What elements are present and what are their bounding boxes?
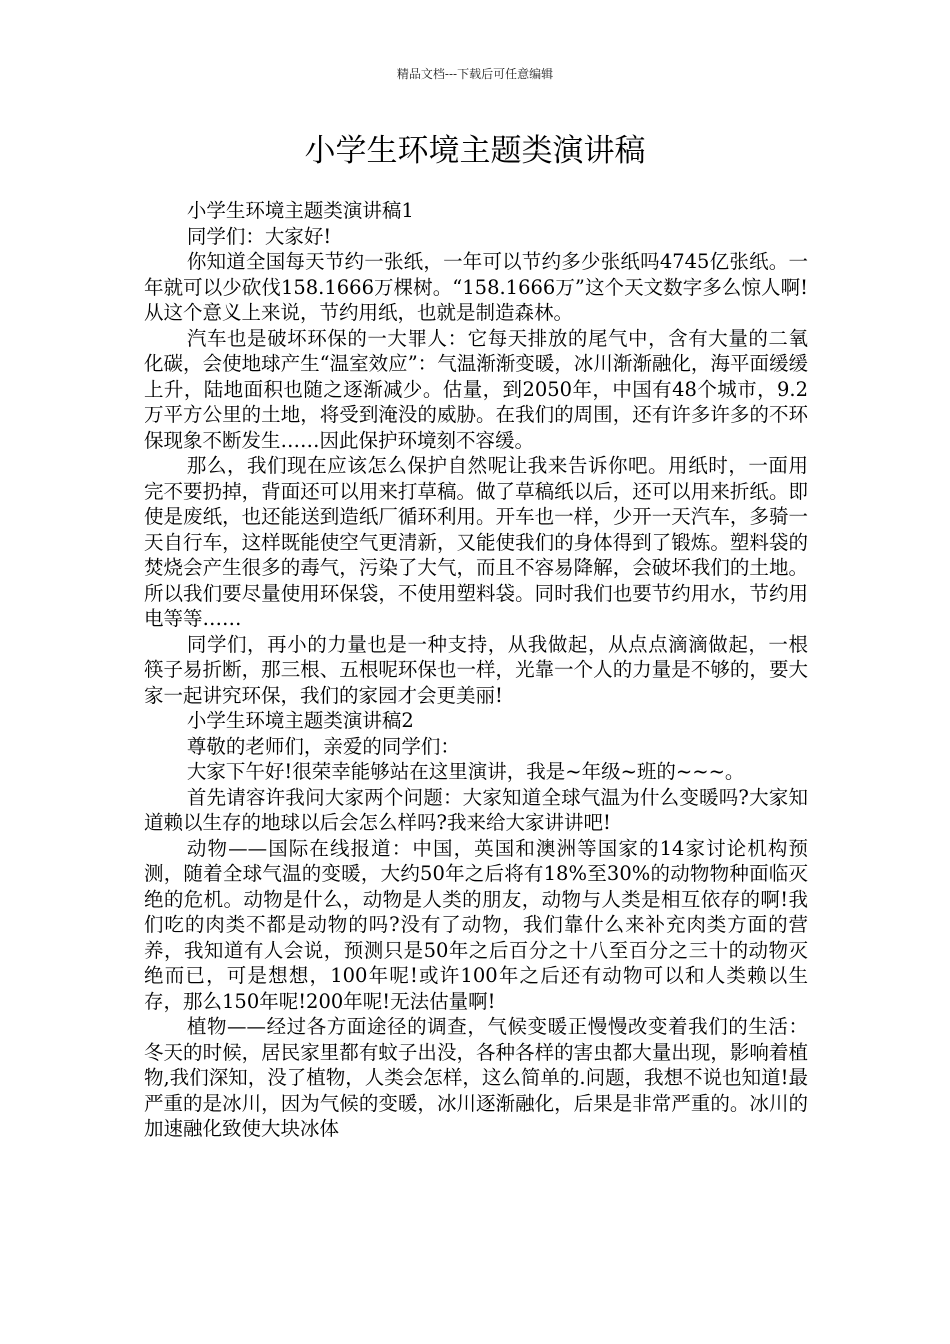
section-heading: 小学生环境主题类演讲稿1 [186, 199, 414, 222]
document-body [144, 198, 808, 1142]
paragraph: 汽车也是破坏环保的一大罪人：它每天排放的尾气中，含有大量的二氧化碳，会使地球产生“温室效应”：气温渐渐变暖，冰川渐渐融化，海平面缓缓上升，陆地面积也随之逐渐减少。估量，到2050年，中国有48个城市，9.2万平方公里的土地，将受到淹没的威胁。在我们的周围，还有许多许多的不环保现象不断发生……因此保护环境刻不容缓。 [144, 326, 808, 452]
paragraph: 那么，我们现在应该怎么保护自然呢让我来告诉你吧。用纸时，一面用完不要扔掉，背面还可以用来打草稿。做了草稿纸以后，还可以用来折纸。即使是废纸，也还能送到造纸厂循环利用。开车也一样，少开一天汽车，多骑一天自行车，这样既能使空气更清新，又能使我们的身体得到了锻炼。塑料袋的焚烧会产生很多的毒气，污染了大气，而且不容易降解，会破坏我们的土地。所以我们要尽量使用环保袋，不使用塑料袋。同时我们也要节约用水，节约用电等等…… [144, 454, 808, 630]
paragraph: 大家下午好!很荣幸能够站在这里演讲，我是~年级~班的~~~。 [186, 760, 745, 783]
section-heading: 小学生环境主题类演讲稿2 [186, 709, 414, 732]
paragraph: 同学们，再小的力量也是一种支持，从我做起，从点点滴滴做起，一根筷子易折断，那三根、五根呢环保也一样，光靠一个人的力量是不够的，要大家一起讲究环保，我们的家园才会更美丽! [144, 632, 808, 707]
paragraph: 你知道全国每天节约一张纸，一年可以节约多少张纸吗4745亿张纸。一年就可以少砍伐158.1666万棵树。“158.1666万”这个天文数字多么惊人啊!从这个意义上来说，节约用纸，也就是制造森林。 [144, 250, 808, 324]
page-header: 精品文档---下载后可任意编辑 [396, 67, 554, 81]
paragraph: 植物——经过各方面途径的调查，气候变暖正慢慢改变着我们的生活：冬天的时候，居民家里都有蚊子出没，各种各样的害虫都大量出现，影响着植物,我们深知，没了植物，人类会怎样，这么简单的.问题，我想不说也知道!最严重的是冰川，因为气候的变暖，冰川逐渐融化，后果是非常严重的。冰川的加速融化致使大块冰体 [144, 1015, 808, 1140]
salutation: 同学们：大家好! [186, 224, 332, 248]
document-title: 小学生环境主题类演讲稿 [304, 133, 646, 169]
paragraph: 首先请容许我问大家两个问题：大家知道全球气温为什么变暖吗?大家知道赖以生存的地球以后会怎么样吗?我来给大家讲讲吧! [144, 785, 808, 834]
salutation: 尊敬的老师们，亲爱的同学们： [186, 734, 460, 758]
paragraph: 动物——国际在线报道：中国，英国和澳洲等国家的14家讨论机构预测，随着全球气温的变暖，大约50年之后将有18%至30%的动物物种面临灭绝的危机。动物是什么，动物是人类的朋友，动物与人类是相互依存的啊!我们吃的肉类不都是动物的吗?没有了动物，我们靠什么来补充肉类方面的营养，我知道有人会说，预测只是50年之后百分之十八至百分之三十的动物灭绝而已，可是想想，100年呢!或许100年之后还有动物可以和人类赖以生存，那么150年呢!200年呢!无法估量啊! [144, 836, 808, 1013]
